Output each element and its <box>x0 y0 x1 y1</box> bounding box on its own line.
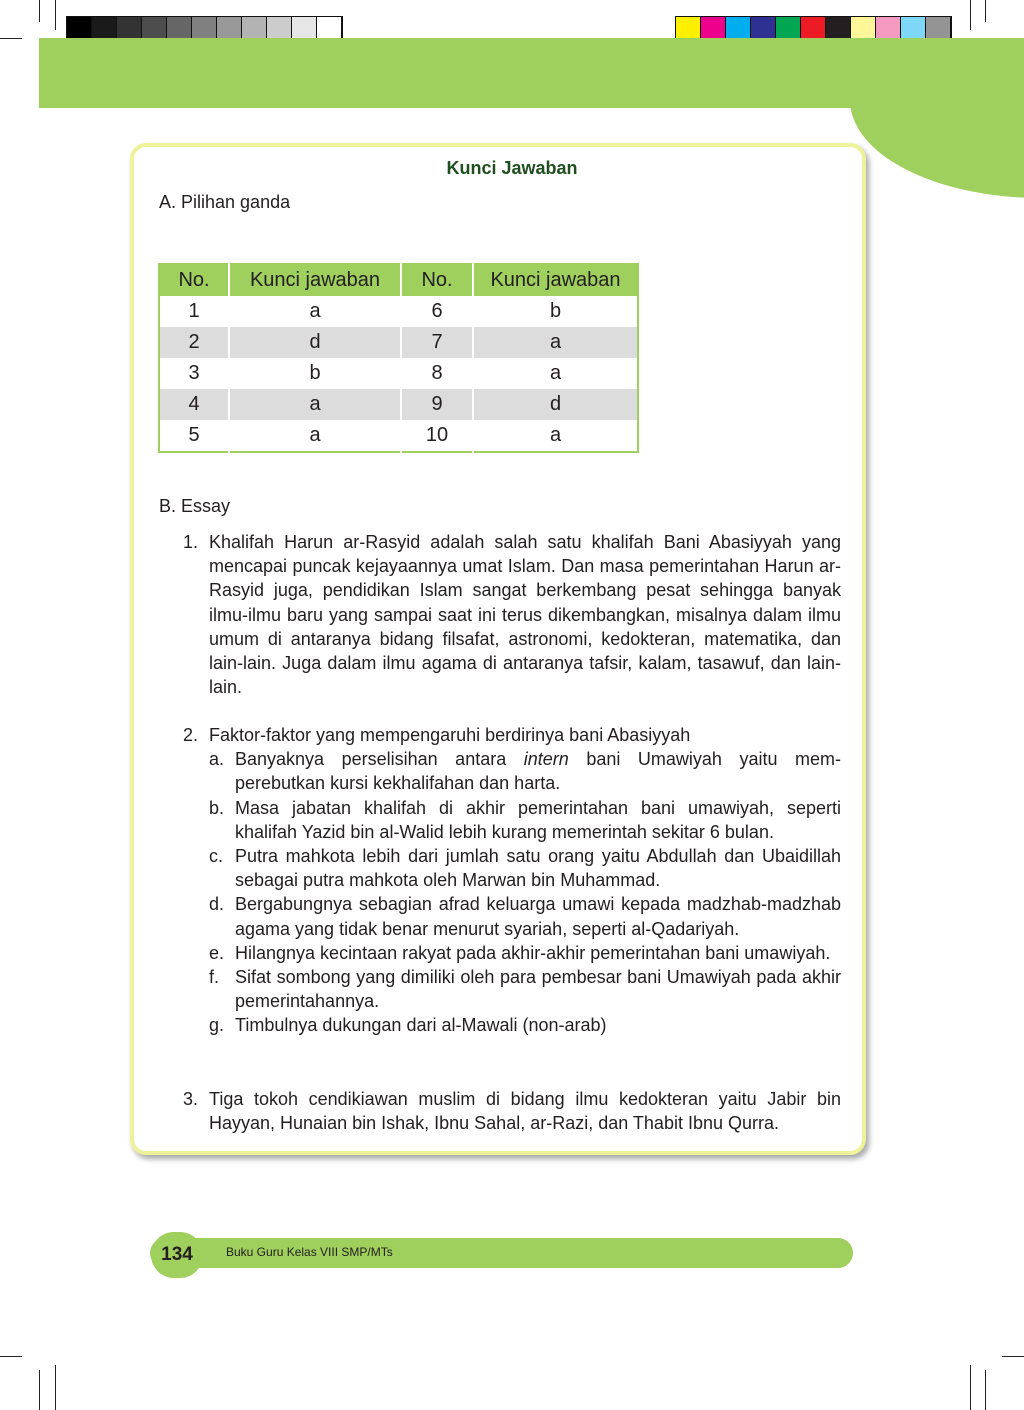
list-item-text: Masa jabatan khalifah di akhir pemerintahan bani umawiyah, seperti khalifah Yazid bin al-Walid lebih kurang memerintah sekitar 6 bulan. <box>235 797 841 842</box>
crop-mark <box>985 1370 986 1410</box>
crop-mark <box>970 1365 971 1410</box>
table-row <box>159 420 638 452</box>
crop-mark <box>55 1365 56 1410</box>
section-a-label: A. Pilihan ganda <box>159 192 291 212</box>
table-row <box>159 389 638 420</box>
table-header-cell: No. <box>159 264 229 296</box>
header-band <box>39 38 1024 108</box>
list-item: d. Bergabungnya sebagian afrad keluarga umawi kepada madzhab-madzhab agama yang tidak benar menurut syariah, seperti al-Qadariyah. <box>209 892 841 940</box>
list-item-text: Banyaknya perselisihan antara <box>235 749 524 770</box>
essay-item-1 <box>183 530 841 699</box>
table-header-cell: Kunci jawaban <box>473 264 638 296</box>
table-header-row <box>159 264 638 296</box>
table-cell: 8 <box>401 358 473 389</box>
list-item-text: Hilangnya kecintaan rakyat pada akhir-akhir pemerintahan bani umawiyah. <box>235 942 831 963</box>
table-cell: a <box>473 420 638 452</box>
table-cell: 6 <box>401 296 473 327</box>
list-item-text: Timbulnya dukungan dari al-Mawali (non-arab) <box>235 1015 607 1036</box>
list-item: e. Hilangnya kecintaan rakyat pada akhir-akhir pemerintahan bani umawiyah. <box>209 941 841 965</box>
answer-table <box>158 263 639 453</box>
table-row <box>159 327 638 358</box>
list-item-text: Putra mahkota lebih dari jumlah satu orang yaitu Abdullah dan Ubaidillah sebagai putra mahkota oleh Marwan bin Muhammad. <box>235 846 841 891</box>
list-item: a. Banyaknya perselisihan antara intern bani Umawiyah yaitu mem-perebutkan kursi kekhalifahan dan harta. <box>209 749 842 794</box>
list-item: g. Timbulnya dukungan dari al-Mawali (non-arab) <box>209 1013 841 1037</box>
crop-mark <box>0 1356 22 1357</box>
section-b-label: B. Essay <box>159 496 231 516</box>
list-item-emphasis: intern <box>523 749 569 770</box>
page-number: 134 <box>151 1232 203 1278</box>
table-cell: d <box>473 389 638 420</box>
table-cell: 2 <box>159 327 229 358</box>
table-cell: a <box>229 389 401 420</box>
table-cell: b <box>229 358 401 389</box>
item-number: 1. <box>183 532 199 552</box>
table-cell: 3 <box>159 358 229 389</box>
crop-mark <box>985 0 986 22</box>
table-cell: b <box>473 296 638 327</box>
table-cell: a <box>229 420 401 452</box>
list-item: b. Masa jabatan khalifah di akhir pemerintahan bani umawiyah, seperti khalifah Yazid bin al-Walid lebih kurang memerintah sekitar 6 bulan. <box>209 796 841 844</box>
item-number: 2. <box>183 725 199 745</box>
table-cell: a <box>229 296 401 327</box>
item-text: Tiga tokoh cendikiawan muslim di bidang ilmu kedokteran yaitu Jabir bin Hayyan, Hunaian bin Ishak, Ibnu Sahal, ar-Razi, dan Thabit Ibnu Qurra. <box>209 1089 841 1134</box>
table-cell: 10 <box>401 420 473 452</box>
item-text: Khalifah Harun ar-Rasyid adalah salah satu khalifah Bani Abasiyyah yang mencapai puncak kejayaannya umat Islam. Dan masa pemerintahan Harun ar-Rasyid juga, pendidikan Islam sangat berkembang pesat sehingga banyak ilmu-ilmu baru yang sampai saat ini terus dikembangkan, misalnya dalam ilmu umum di antaranya bidang filsafat, astronomi, kedokteran, matematika, dan lain-lain. Juga dalam ilmu agama di antaranya tafsir, kalam, tasawuf, dan lain-lain. <box>209 532 841 698</box>
crop-mark <box>970 0 971 30</box>
item-number: 3. <box>183 1089 199 1109</box>
list-item-text: bani Umawiyah yaitu mem-perebutkan kursi kekhalifahan dan harta. <box>235 749 842 794</box>
list-item: f. Sifat sombong yang dimiliki oleh para pembesar bani Umawiyah pada akhir pemerintahannya. <box>209 965 841 1013</box>
footer-book-title: Buku Guru Kelas VIII SMP/MTs <box>226 1245 393 1259</box>
table-cell: a <box>473 358 638 389</box>
table-row <box>159 296 638 327</box>
list-item-text: Bergabungnya sebagian afrad keluarga umawi kepada madzhab-madzhab agama yang tidak benar menurut syariah, seperti al-Qadariyah. <box>235 894 841 939</box>
table-cell: 5 <box>159 420 229 452</box>
table-row <box>159 358 638 389</box>
table-cell: 1 <box>159 296 229 327</box>
header-wedge <box>850 100 1024 198</box>
crop-mark <box>39 1370 40 1410</box>
table-cell: 7 <box>401 327 473 358</box>
crop-mark <box>1002 1356 1024 1357</box>
page-title: Kunci Jawaban <box>446 158 578 178</box>
list-item-text: Sifat sombong yang dimiliki oleh para pembesar bani Umawiyah pada akhir pemerintahannya. <box>235 967 841 1012</box>
table-cell: 9 <box>401 389 473 420</box>
item-intro: Faktor-faktor yang mempengaruhi berdirinya bani Abasiyyah <box>209 725 691 745</box>
essay-item-3 <box>183 1087 841 1135</box>
list-item: c. Putra mahkota lebih dari jumlah satu orang yaitu Abdullah dan Ubaidillah sebagai putra mahkota oleh Marwan bin Muhammad. <box>209 844 841 892</box>
crop-mark <box>55 0 56 30</box>
table-cell: a <box>473 327 638 358</box>
table-cell: d <box>229 327 401 358</box>
table-cell: 4 <box>159 389 229 420</box>
table-header-cell: No. <box>401 264 473 296</box>
crop-mark <box>0 38 22 39</box>
table-header-cell: Kunci jawaban <box>229 264 401 296</box>
essay-item-2 <box>183 723 841 1038</box>
crop-mark <box>39 0 40 22</box>
